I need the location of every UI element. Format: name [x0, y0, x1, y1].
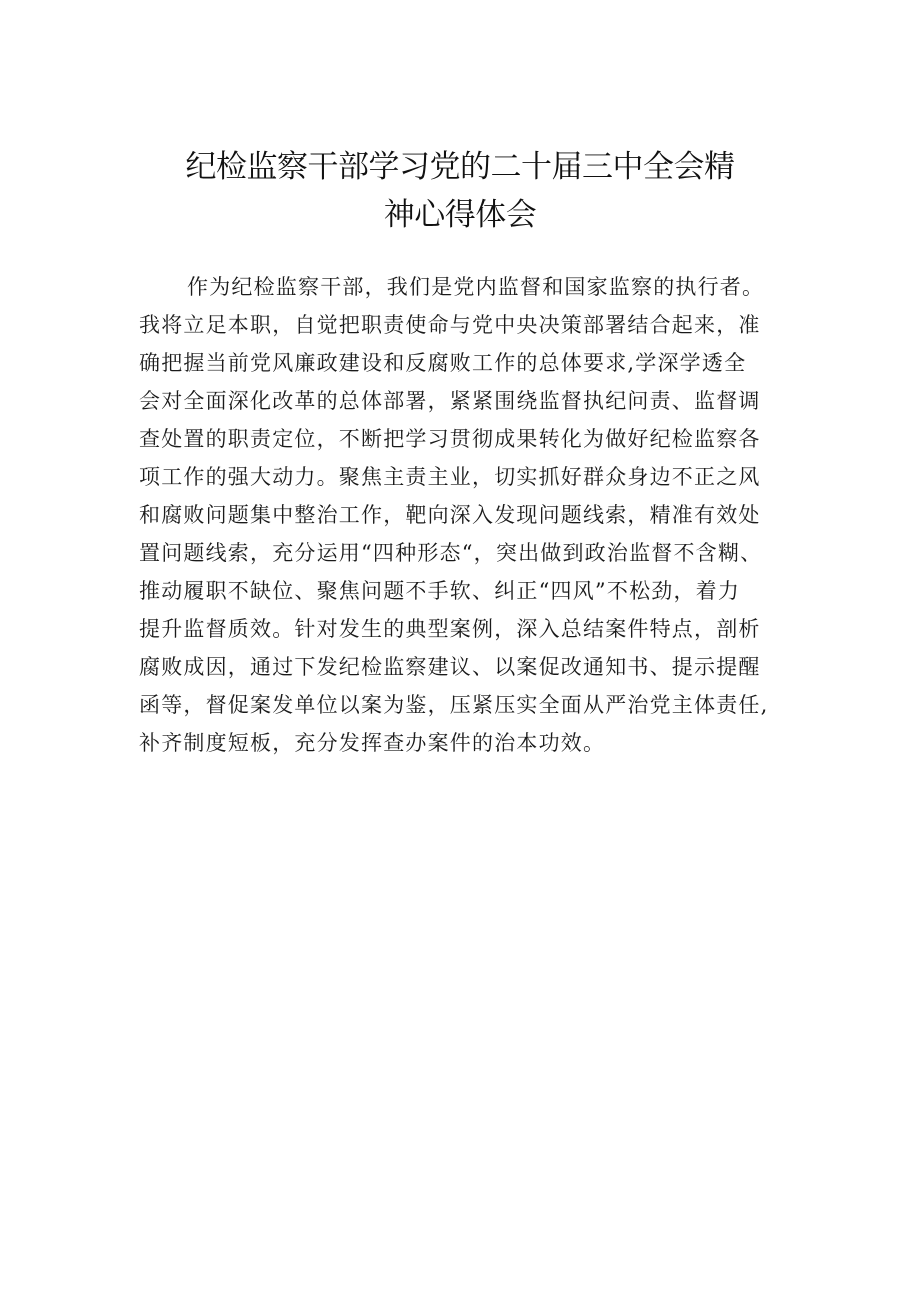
body-line: 确把握当前党风廉政建设和反腐败工作的总体要求,学深学透全	[139, 351, 747, 375]
title-line-1: 纪检监察干部学习党的二十届三中全会精	[185, 149, 735, 185]
body-line: 会对全面深化改革的总体部署，紧紧围绕监督执纪问责、监督调	[139, 389, 761, 413]
title-line-2: 神心得体会	[383, 197, 537, 233]
body-line: 腐败成因，通过下发纪检监察建议、以案促改通知书、提示提醒	[139, 655, 761, 679]
body-line: 补齐制度短板，充分发挥查办案件的治本功效。	[139, 731, 606, 755]
body-line: 函等，督促案发单位以案为鉴，压紧压实全面从严治党主体责任,	[139, 693, 769, 717]
body-line: 和腐败问题集中整治工作，靶向深入发现问题线索，精准有效处	[139, 503, 761, 527]
body-line: 项工作的强大动力。聚焦主责主业，切实抓好群众身边不正之风	[139, 465, 761, 489]
body-line: 查处置的职责定位，不断把学习贯彻成果转化为做好纪检监察各	[139, 427, 761, 451]
body-line: 我将立足本职，自觉把职责使命与党中央决策部署结合起来，准	[139, 313, 761, 337]
body-line: 置问题线索，充分运用“四种形态“，突出做到政治监督不含糊、	[139, 541, 763, 565]
document-title	[100, 143, 820, 239]
body-line: 推动履职不缺位、聚焦问题不手软、纠正“四风”不松劲，着力	[139, 579, 741, 603]
body-line: 作为纪检监察干部，我们是党内监督和国家监察的执行者。	[187, 275, 765, 299]
body-line: 提升监督质效。针对发生的典型案例，深入总结案件特点，剖析	[139, 617, 761, 641]
document-body	[139, 268, 809, 762]
